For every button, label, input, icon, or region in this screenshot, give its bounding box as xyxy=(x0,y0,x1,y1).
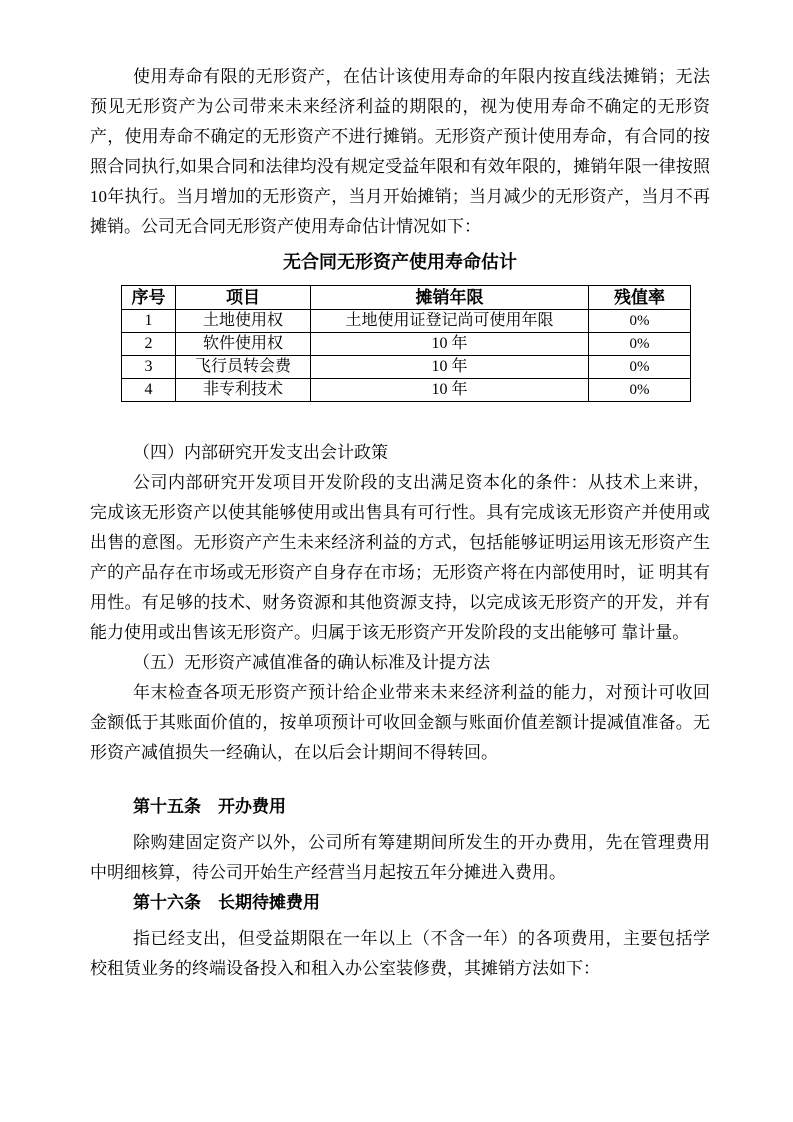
cell-item: 飞行员转会费 xyxy=(176,356,311,379)
cell-residual-rate: 0% xyxy=(589,379,691,402)
paragraph-intangible-assets-amortization: 使用寿命有限的无形资产，在估计该使用寿命的年限内按直线法摊销；无法预见无形资产为公司带来未来经济利益的期限的，视为使用寿命不确定的无形资产，使用寿命不确定的无形资产不进行摊销。无形资产预计使用寿命，有合同的按照合同执行,如果合同和法律均没有规定受益年限和有效年限的，摊销年限一律按照 10年执行。当月增加的无形资产，当月开始摊销；当月减少的无形资产，当月不再摊销。公司无合同无形资产使用寿命估计情况如下： xyxy=(90,67,710,236)
cell-seq: 1 xyxy=(122,310,176,333)
table-row xyxy=(122,356,691,379)
table-header-amortization-period: 摊销年限 xyxy=(311,286,589,310)
table-caption: 无合同无形资产使用寿命估计 xyxy=(283,252,517,272)
article-15-paragraph: 除购建固定资产以外，公司所有筹建期间所发生的开办费用，先在管理费用中明细核算，待公司开始生产经营当月起按五年分摊进入费用。 xyxy=(90,833,710,882)
cell-seq: 3 xyxy=(122,356,176,379)
cell-period: 10 年 xyxy=(311,379,589,402)
table-row xyxy=(122,379,691,402)
table-header-seq: 序号 xyxy=(122,286,176,310)
cell-seq: 2 xyxy=(122,333,176,356)
article-16-heading: 第十六条 长期待摊费用 xyxy=(133,893,320,912)
table-header-row xyxy=(122,286,691,310)
useful-life-estimate-table xyxy=(121,285,691,402)
table-header-residual-rate: 残值率 xyxy=(589,286,691,310)
table-row xyxy=(122,333,691,356)
cell-residual-rate: 0% xyxy=(589,333,691,356)
cell-residual-rate: 0% xyxy=(589,356,691,379)
article-16-paragraph: 指已经支出，但受益期限在一年以上（不含一年）的各项费用，主要包括学校租赁业务的终端设备投入和租入办公室装修费，其摊销方法如下： xyxy=(90,929,710,978)
section-5-paragraph: 年末检查各项无形资产预计给企业带来未来经济利益的能力，对预计可收回金额低于其账面价值的，按单项预计可收回金额与账面价值差额计提减值准备。无形资产减值损失一经确认，在以后会计期间不得转回。 xyxy=(90,683,710,762)
table-row xyxy=(122,310,691,333)
cell-period: 10 年 xyxy=(311,333,589,356)
cell-period: 10 年 xyxy=(311,356,589,379)
cell-period: 土地使用证登记尚可使用年限 xyxy=(311,310,589,333)
section-4-heading: （四）内部研究开发支出会计政策 xyxy=(133,443,388,462)
cell-item: 软件使用权 xyxy=(176,333,311,356)
table-header-item: 项目 xyxy=(176,286,311,310)
cell-residual-rate: 0% xyxy=(589,310,691,333)
cell-item: 非专利技术 xyxy=(176,379,311,402)
section-4-paragraph: 公司内部研究开发项目开发阶段的支出满足资本化的条件：从技术上来讲，完成该无形资产以使其能够使用或出售具有可行性。具有完成该无形资产并使用或出售的意图。无形资产产生未来经济利益的方式，包括能够证明运用该无形资产生产的产品存在市场或无形资产自身存在市场；无形资产将在内部使用时，证 明其有用性。有足够的技术、财务资源和其他资源支持，以完成该无形资产的开发，并有能力使用或出售该无形资产。归属于该无形资产开发阶段的支出能够可 靠计量。 xyxy=(90,473,710,642)
cell-item: 土地使用权 xyxy=(176,310,311,333)
cell-seq: 4 xyxy=(122,379,176,402)
section-5-heading: （五）无形资产减值准备的确认标准及计提方法 xyxy=(133,653,490,672)
article-15-heading: 第十五条 开办费用 xyxy=(133,797,286,816)
